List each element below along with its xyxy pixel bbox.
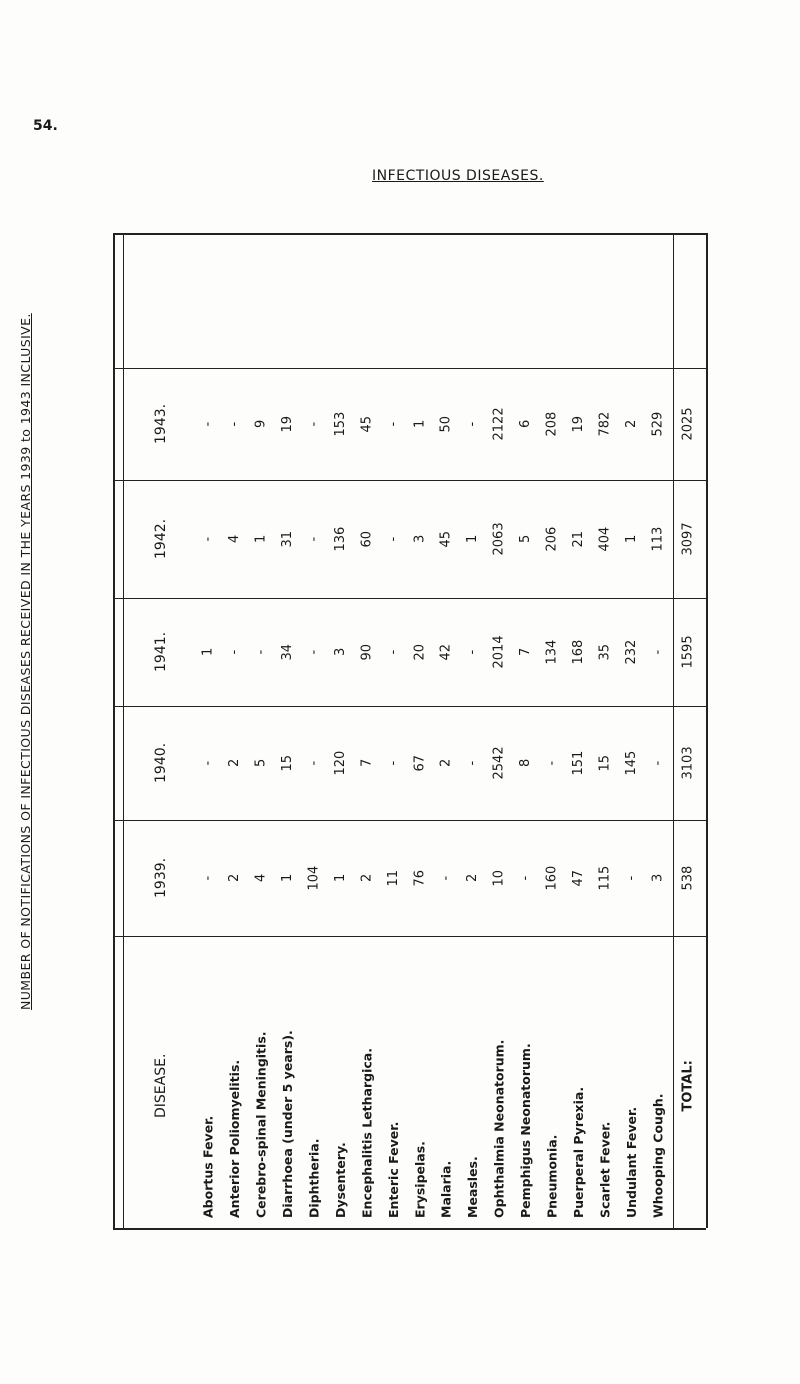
table-cell: 10 <box>491 869 507 887</box>
table-cell: 2 <box>465 873 481 882</box>
table-cell: 5 <box>518 534 534 543</box>
year-header: 1940. <box>153 742 169 783</box>
table-cell: 6 <box>518 419 534 428</box>
table-cell: - <box>200 421 216 427</box>
table-cell: 31 <box>279 530 295 548</box>
table-cell: 134 <box>544 639 560 665</box>
table-cell: 4 <box>253 873 269 882</box>
table-cell: - <box>650 649 666 655</box>
disease-name: Abortus Fever. <box>200 1115 216 1218</box>
disease-name: Enteric Fever. <box>385 1121 401 1218</box>
table-cell: 20 <box>412 643 428 661</box>
total-column-rule <box>673 233 674 1228</box>
band-rule <box>113 936 706 937</box>
page-heading: INFECTIOUS DISEASES. <box>372 168 544 184</box>
table-cell: 782 <box>597 411 613 437</box>
year-header: 1943. <box>153 403 169 444</box>
table-cell: - <box>438 875 454 881</box>
table-cell: - <box>306 760 322 766</box>
table-cell: 145 <box>624 750 640 776</box>
table-cell: 232 <box>624 639 640 665</box>
table-cell: 1 <box>253 534 269 543</box>
disease-name: Erysipelas. <box>412 1141 428 1218</box>
table-cell: - <box>385 536 401 542</box>
table-cell: 208 <box>544 411 560 437</box>
band-rule <box>113 368 706 369</box>
table-cell: 1 <box>624 534 640 543</box>
table-cell: 2 <box>624 419 640 428</box>
table-cell: 151 <box>571 750 587 776</box>
table-cell: 76 <box>412 869 428 887</box>
table-cell: 2 <box>438 758 454 767</box>
table-cell: 8 <box>518 758 534 767</box>
band-rule <box>113 820 706 821</box>
band-rule <box>113 480 706 481</box>
table-cell: 1 <box>332 873 348 882</box>
band-rule <box>113 233 706 235</box>
total-cell: 3103 <box>680 746 696 780</box>
disease-name: Diarrhoea (under 5 years). <box>279 1030 295 1218</box>
table-cell: 67 <box>412 754 428 772</box>
table-cell: 2063 <box>491 522 507 556</box>
table-cell: 2542 <box>491 746 507 780</box>
side-title: NUMBER OF NOTIFICATIONS OF INFECTIOUS DISEASES RECEIVED IN THE YEARS 1939 to 1943 INCLUSIVE. <box>18 313 33 1010</box>
table-cell: 15 <box>279 754 295 772</box>
table-cell: 2 <box>359 873 375 882</box>
table-cell: 3 <box>332 647 348 656</box>
table-cell: - <box>200 536 216 542</box>
table-cell: 1 <box>200 647 216 656</box>
table-cell: - <box>385 649 401 655</box>
disease-name: Pemphigus Neonatorum. <box>518 1043 534 1218</box>
table-cell: 21 <box>571 530 587 548</box>
table-right-rule <box>706 233 708 1228</box>
table-cell: - <box>650 760 666 766</box>
band-rule <box>113 598 706 599</box>
table-cell: 3 <box>650 873 666 882</box>
table-cell: 404 <box>597 526 613 552</box>
table-cell: 104 <box>306 865 322 891</box>
table-cell: 2 <box>226 873 242 882</box>
band-rule <box>113 1228 706 1230</box>
page-number: 54. <box>33 118 58 134</box>
table-cell: 120 <box>332 750 348 776</box>
table-cell: 1 <box>412 419 428 428</box>
year-header: 1939. <box>153 857 169 898</box>
disease-name: Pneumonia. <box>544 1134 560 1218</box>
table-cell: 160 <box>544 865 560 891</box>
table-cell: - <box>226 649 242 655</box>
table-cell: - <box>624 875 640 881</box>
table-cell: 4 <box>226 534 242 543</box>
table-cell: - <box>544 760 560 766</box>
disease-name: Cerebro-spinal Meningitis. <box>253 1031 269 1218</box>
table-cell: - <box>465 649 481 655</box>
table-cell: 60 <box>359 530 375 548</box>
table-cell: 5 <box>253 758 269 767</box>
table-cell: 529 <box>650 411 666 437</box>
total-cell: 2025 <box>680 407 696 441</box>
disease-name: Scarlet Fever. <box>597 1121 613 1218</box>
total-label: TOTAL: <box>680 1060 696 1112</box>
table-cell: - <box>385 421 401 427</box>
disease-name: Puerperal Pyrexia. <box>571 1086 587 1218</box>
table-cell: - <box>200 760 216 766</box>
total-cell: 3097 <box>680 522 696 556</box>
disease-name: Measles. <box>465 1156 481 1218</box>
table-cell: 19 <box>279 415 295 433</box>
table-cell: 11 <box>385 869 401 887</box>
table-cell: - <box>253 649 269 655</box>
table-cell: 34 <box>279 643 295 661</box>
table-cell: - <box>200 875 216 881</box>
table-cell: - <box>306 536 322 542</box>
table-cell: 7 <box>359 758 375 767</box>
table-cell: 153 <box>332 411 348 437</box>
table-cell: 9 <box>253 419 269 428</box>
disease-name: Undulant Fever. <box>624 1106 640 1218</box>
table-cell: - <box>465 421 481 427</box>
disease-header: DISEASE. <box>153 1053 169 1118</box>
disease-name: Dysentery. <box>332 1142 348 1218</box>
total-cell: 538 <box>680 865 696 891</box>
table-cell: - <box>465 760 481 766</box>
table-cell: 47 <box>571 869 587 887</box>
disease-name: Anterior Poliomyelitis. <box>226 1059 242 1218</box>
table-cell: 19 <box>571 415 587 433</box>
table-cell: 7 <box>518 647 534 656</box>
table-cell: 2 <box>226 758 242 767</box>
table-cell: 15 <box>597 754 613 772</box>
table-cell: - <box>306 421 322 427</box>
table-cell: 45 <box>359 415 375 433</box>
table-cell: 2122 <box>491 407 507 441</box>
disease-name: Encephalitis Lethargica. <box>359 1048 375 1218</box>
table-cell: 90 <box>359 643 375 661</box>
table-cell: 2014 <box>491 635 507 669</box>
disease-name: Ophthalmia Neonatorum. <box>491 1039 507 1218</box>
table-cell: - <box>385 760 401 766</box>
inner-left-rule <box>123 233 124 1228</box>
disease-name: Diphtheria. <box>306 1138 322 1218</box>
table-cell: 35 <box>597 643 613 661</box>
table-cell: 115 <box>597 865 613 891</box>
year-header: 1942. <box>153 518 169 559</box>
table-cell: - <box>306 649 322 655</box>
table-cell: 45 <box>438 530 454 548</box>
table-cell: 50 <box>438 415 454 433</box>
table-cell: 1 <box>465 534 481 543</box>
year-header: 1941. <box>153 631 169 672</box>
table-cell: 136 <box>332 526 348 552</box>
notifications-table <box>88 228 708 1238</box>
table-cell: 168 <box>571 639 587 665</box>
total-cell: 1595 <box>680 635 696 669</box>
disease-name: Whooping Cough. <box>650 1093 666 1218</box>
table-cell: 113 <box>650 526 666 552</box>
table-cell: 3 <box>412 534 428 543</box>
table-cell: 206 <box>544 526 560 552</box>
table-left-rule <box>113 233 115 1228</box>
table-cell: 1 <box>279 873 295 882</box>
table-cell: - <box>226 421 242 427</box>
table-cell: 42 <box>438 643 454 661</box>
table-cell: - <box>518 875 534 881</box>
disease-name: Malaria. <box>438 1160 454 1218</box>
band-rule <box>113 706 706 707</box>
